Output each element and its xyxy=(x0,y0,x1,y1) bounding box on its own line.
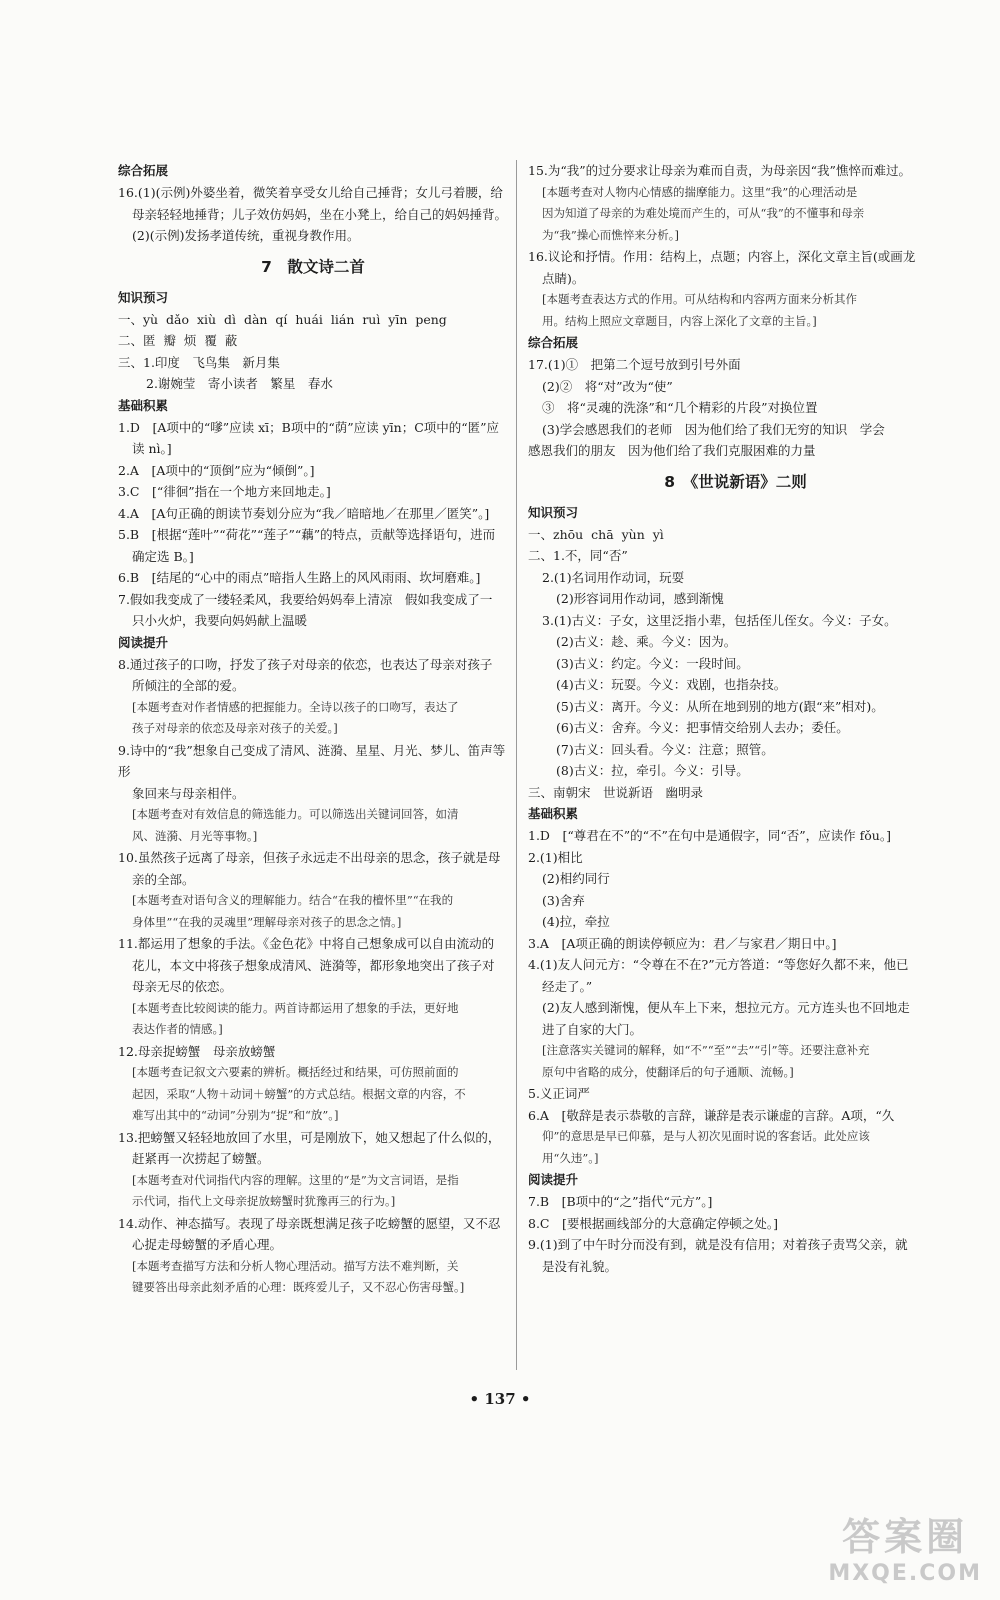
section-heading: 综合拓展 xyxy=(528,335,579,350)
explanation-note: 用。结构上照应文章题目，内容上深化了文章的主旨。] xyxy=(542,313,817,328)
explanation-note: 孩子对母亲的依恋及母亲对孩子的关爱。] xyxy=(132,721,338,735)
explanation-note: 表达作者的情感。] xyxy=(132,1022,223,1036)
lesson-title: 7 散文诗二首 xyxy=(261,257,365,276)
answer-line: 5.义正词严 xyxy=(528,1086,590,1101)
watermark xyxy=(828,1506,982,1586)
explanation-note: 示代词，指代上文母亲捉放螃蟹时犹豫再三的行为。] xyxy=(132,1194,396,1208)
answer-line: 15.为“我”的过分要求让母亲为难而自责，为母亲因“我”憔悴而难过。 xyxy=(528,163,911,178)
answer-line: 点睛)。 xyxy=(542,270,585,286)
explanation-note: [本题考查对语句含义的理解能力。结合“在我的檀怀里”“在我的 xyxy=(132,893,454,907)
answer-line: 二、1.不，同“否” xyxy=(528,548,628,563)
answer-line: (4)古义：玩耍。今义：戏剧，也指杂技。 xyxy=(556,677,787,692)
answer-line: 11.都运用了想象的手法。《金色花》中将自己想象成可以自由流动的 xyxy=(118,936,495,951)
answer-line: 只小火炉，我要向妈妈献上温暖 xyxy=(132,613,308,628)
explanation-note: 风、涟漪、月光等事物。] xyxy=(132,828,258,843)
answer-line: 8.通过孩子的口吻，抒发了孩子对母亲的依恋，也表达了母亲对孩子 xyxy=(118,656,493,672)
section-heading: 知识预习 xyxy=(528,504,579,520)
watermark-site: MXQE.COM xyxy=(828,1561,982,1586)
answer-line: 经走了。” xyxy=(542,978,593,994)
answer-line: 母亲无尽的依恋。 xyxy=(132,979,233,994)
explanation-note: 用“久违”。] xyxy=(542,1150,599,1165)
answer-line: 象回来与母亲相伴。 xyxy=(132,785,245,801)
explanation-note: 仰”的意思是早已仰慕，是与人初次见面时说的客套话。此处应该 xyxy=(542,1129,870,1143)
explanation-note: [本题考查对人物内心情感的揣摩能力。这里“我”的心理活动是 xyxy=(542,184,858,199)
answer-line: 母亲轻轻地捶背；儿子效仿妈妈，坐在小凳上，给自己的妈妈捶背。 xyxy=(132,206,508,222)
explanation-note: [本题考查表达方式的作用。可从结构和内容两方面来分析其作 xyxy=(542,292,857,306)
answer-line: 4.(1)友人问元方：“令尊在不在?”元方答道：“等您好久都不来，他已 xyxy=(528,957,909,972)
answer-line: (3)古义：约定。今义：一段时间。 xyxy=(556,655,749,671)
answer-line: 8.C [要根据画线部分的大意确定停顿之处。] xyxy=(528,1215,778,1231)
answer-line: 14.动作、神态描写。表现了母亲既想满足孩子吃螃蟹的愿望，又不忍 xyxy=(118,1215,501,1231)
answer-line: (2)形容词用作动词，感到渐愧 xyxy=(556,591,724,606)
answer-line: 17.(1)① 把第二个逗号放到引号外面 xyxy=(528,357,741,372)
answer-line: 亲的全部。 xyxy=(132,871,195,887)
answer-line: 6.B [结尾的“心中的雨点”暗指人生路上的风风雨雨、坎坷磨难。] xyxy=(118,570,481,585)
answer-line: 9.(1)到了中午时分而没有到，就是没有信用；对着孩子责骂父亲，就 xyxy=(528,1237,908,1252)
explanation-note: 键要答出母亲此刻矛盾的心理：既疼爱儿子，又不忍心伤害母蟹。] xyxy=(132,1280,465,1294)
answer-line: 心捉走母螃蟹的矛盾心理。 xyxy=(132,1237,283,1252)
explanation-note: 为“我”操心而憔悴来分析。] xyxy=(542,227,679,242)
answer-line: 三、南朝宋 世说新语 幽明录 xyxy=(528,784,704,800)
answer-line: (6)古义：舍弃。今义：把事情交给别人去办；委任。 xyxy=(556,720,849,735)
explanation-note: [本题考查对代词指代内容的理解。这里的“是”为文言词语，是指 xyxy=(132,1172,459,1187)
section-heading: 知识预习 xyxy=(118,289,169,305)
explanation-note: 因为知道了母亲的为难处境而产生的，可从“我”的不懂事和母亲 xyxy=(542,206,865,220)
answer-line: 13.把螃蟹又轻轻地放回了水里，可是刚放下，她又想起了什么似的， xyxy=(118,1129,501,1145)
answer-line: 5.B [根据“莲叶”“荷花”“莲子”“藕”的特点，贡献等选择语句，进而 xyxy=(118,527,496,542)
answer-line: (8)古义：拉，牵引。今义：引导。 xyxy=(556,763,749,778)
section-heading: 基础积累 xyxy=(528,806,579,821)
answer-line: 4.A [A句正确的朗读节奏划分应为“我／暗暗地／在那里／匿笑”。] xyxy=(118,505,490,521)
answer-line: (7)古义：回头看。今义：注意；照管。 xyxy=(556,741,774,757)
answer-line: (3)舍弃 xyxy=(542,892,585,908)
watermark-logo: 答案圈 xyxy=(842,1515,969,1559)
answer-line: 赶紧再一次捞起了螃蟹。 xyxy=(132,1151,270,1166)
answer-line: 2.(1)名词用作动词，玩耍 xyxy=(542,569,685,585)
explanation-note: [本题考查描写方法和分析人物心理活动。描写方法不难判断，关 xyxy=(132,1258,459,1273)
explanation-note: 起因，采取“人物＋动词＋螃蟹”的方式总结。根据文章的内容，不 xyxy=(132,1086,466,1101)
answer-line: 一、zhōu chā yùn yì xyxy=(528,526,664,542)
answer-line: 三、1.印度 飞鸟集 新月集 xyxy=(118,354,280,370)
answer-line: 3.(1)古义：子女，这里泛指小辈，包括侄儿侄女。今义：子女。 xyxy=(542,612,897,628)
answer-line: 7.B [B项中的“之”指代“元方”。] xyxy=(528,1194,713,1209)
answer-line: ③ 将“灵魂的洗涤”和“几个精彩的片段”对换位置 xyxy=(542,400,818,415)
answer-line: 花儿，本文中将孩子想象成清风、涟漪等，都形象地突出了孩子对 xyxy=(132,957,495,973)
section-heading: 综合拓展 xyxy=(118,163,169,178)
answer-line: 16.(1)(示例)外婆坐着，微笑着享受女儿给自己捶背；女儿弓着腰，给 xyxy=(118,185,503,200)
answer-line: (2)② 将“对”改为“使” xyxy=(542,378,673,394)
answer-line: 确定选 B。] xyxy=(132,548,194,564)
answer-line: 3.A [A项正确的朗读停顿应为：君／与家君／期日中。] xyxy=(528,935,837,951)
section-heading: 基础积累 xyxy=(118,397,169,413)
page-number: • 137 • xyxy=(469,1390,531,1408)
left-column xyxy=(118,160,508,1299)
explanation-note: 原句中省略的成分，使翻译后的句子通顺、流畅。] xyxy=(542,1064,794,1079)
answer-line: (3)学会感恩我们的老师 因为他们给了我们无穷的知识 学会 xyxy=(542,421,885,437)
answer-line: (5)古义：离开。今义：从所在地到别的地方(跟“来”相对)。 xyxy=(556,698,884,714)
answer-line: (4)拉，牵拉 xyxy=(542,914,610,929)
answer-line: 9.诗中的“我”想象自己变成了清风、涟漪、星星、月光、梦儿、笛声等形 xyxy=(118,742,506,779)
answer-line: 所倾注的全部的爱。 xyxy=(132,678,245,693)
answer-line: 16.议论和抒情。作用：结构上，点题；内容上，深化文章主旨(或画龙 xyxy=(528,249,916,264)
explanation-note: 身体里”“在我的灵魂里”理解母亲对孩子的思念之情。] xyxy=(132,914,402,929)
answer-line: (2)相约同行 xyxy=(542,871,610,886)
explanation-note: [本题考查比较阅读的能力。两首诗都运用了想象的手法，更好地 xyxy=(132,1000,459,1015)
answer-line: 一、yù dǎo xiù dì dàn qí huái lián ruì yīn peng xyxy=(118,311,447,327)
answer-line: (2)友人感到渐愧，便从车上下来，想拉元方。元方连头也不回地走 xyxy=(542,1000,910,1015)
answer-line: 1.D [“尊君在不”的“不”在句中是通假字，同“否”，应读作 fǒu。] xyxy=(528,828,891,843)
answer-line: 10.虽然孩子远离了母亲，但孩子永远走不出母亲的思念，孩子就是母 xyxy=(118,850,501,865)
explanation-note: [注意落实关键词的解释，如“不”“至”“去”“引”等。还要注意补充 xyxy=(542,1043,870,1057)
section-heading: 阅读提升 xyxy=(118,634,169,650)
answer-line: 2.(1)相比 xyxy=(528,849,583,865)
answer-line: 读 nì。] xyxy=(132,441,172,456)
explanation-note: [本题考查记叙文六要素的辨析。概括经过和结果，可仿照前面的 xyxy=(132,1065,459,1079)
answer-line: 1.D [A项中的“嗲”应读 xī；B项中的“荫”应读 yīn；C项中的“匿”应 xyxy=(118,419,500,435)
lesson-title: 8 《世说新语》二则 xyxy=(664,472,807,491)
answer-line: 2.A [A项中的“顶倒”应为“倾倒”。] xyxy=(118,462,315,478)
answer-line: 二、匿 瓣 烦 覆 蔽 xyxy=(118,333,238,348)
answer-line: 3.C [“徘徊”指在一个地方来回地走。] xyxy=(118,484,331,499)
answer-line: (2)古义：趁、乘。今义：因为。 xyxy=(556,634,737,649)
answer-line: 是没有礼貌。 xyxy=(542,1258,618,1274)
column-divider xyxy=(516,160,517,1370)
right-column xyxy=(528,160,943,1277)
answer-line: 进了自家的大门。 xyxy=(542,1021,643,1037)
explanation-note: [本题考查对有效信息的筛选能力。可以筛选出关键词回答，如清 xyxy=(132,807,459,821)
answer-line: 感恩我们的朋友 因为他们给了我们克服困难的力量 xyxy=(528,443,816,458)
explanation-note: [本题考查对作者情感的把握能力。全诗以孩子的口吻写，表达了 xyxy=(132,699,459,714)
answer-line: 2.谢婉莹 寄小读者 繁星 春水 xyxy=(146,376,333,391)
section-heading: 阅读提升 xyxy=(528,1172,579,1187)
explanation-note: 难写出其中的“动词”分别为“捉”和“放”。] xyxy=(132,1108,339,1122)
answer-line: 7.假如我变成了一缕轻柔风，我要给妈妈奉上清凉 假如我变成了一 xyxy=(118,591,493,607)
answer-line: 12.母亲捉螃蟹 母亲放螃蟹 xyxy=(118,1043,276,1059)
answer-line: 6.A [敬辞是表示恭敬的言辞，谦辞是表示谦虚的言辞。A项，“久 xyxy=(528,1107,895,1123)
answer-line: (2)(示例)发扬孝道传统，重视身教作用。 xyxy=(132,228,360,243)
